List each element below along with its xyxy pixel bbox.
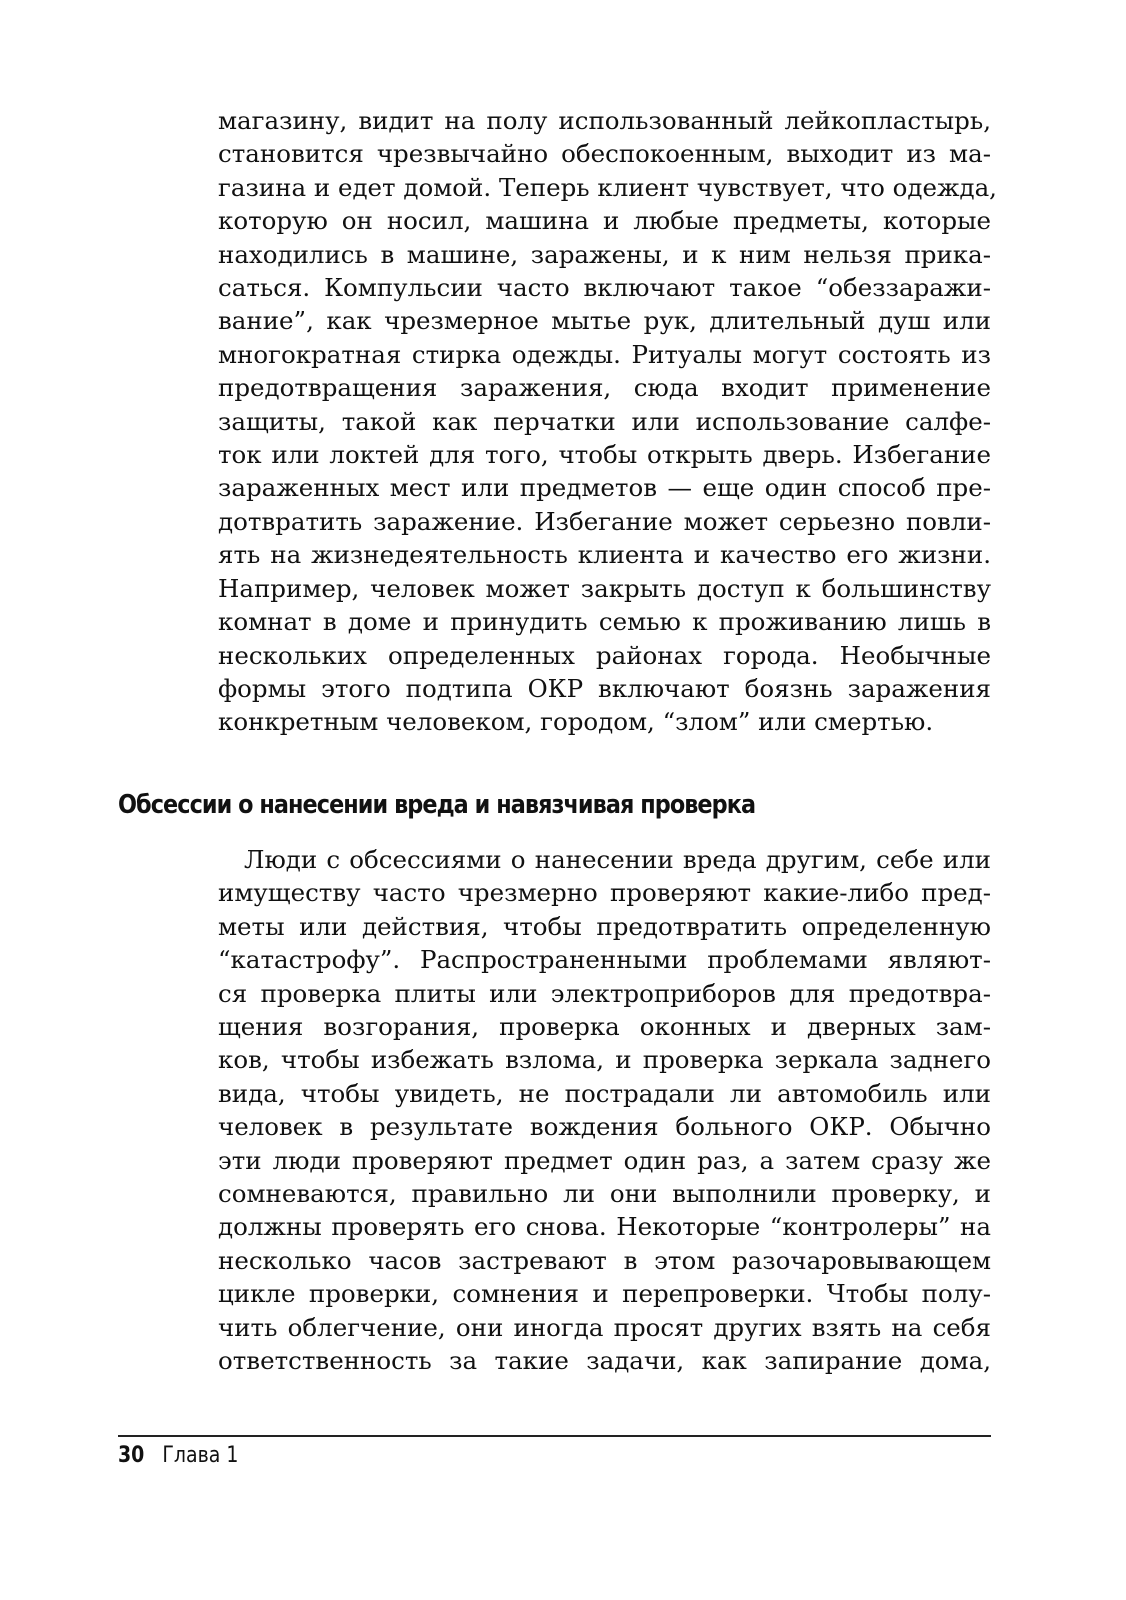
text-line: конкретным человеком, городом, “злом” или смертью. bbox=[218, 707, 934, 737]
text-line: Люди с обсессиями о нанесении вреда другим, себе или bbox=[244, 845, 991, 874]
text-line: предотвращения заражения, сюда входит применение bbox=[218, 373, 991, 403]
text-line: ять на жизнедеятельность клиента и качество его жизни. bbox=[218, 540, 991, 570]
text-line: которую он носил, машина и любые предметы, которые bbox=[218, 206, 991, 236]
text-line: магазину, видит на полу использованный лейкопластырь, bbox=[218, 106, 991, 135]
paragraph-contamination bbox=[218, 104, 997, 739]
text-line: несколько часов застревают в этом разочаровывающем bbox=[218, 1245, 991, 1275]
text-line: зараженных мест или предметов — еще один способ пре- bbox=[218, 473, 991, 503]
text-line: имуществу часто чрезмерно проверяют какие-либо пред- bbox=[218, 878, 991, 908]
footer-divider bbox=[118, 1435, 991, 1437]
text-line: ся проверка плиты или электроприборов для предотвра- bbox=[218, 978, 991, 1008]
text-line: “катастрофу”. Распространенными проблемами являют- bbox=[218, 945, 991, 975]
text-line: человек в результате вождения больного ОКР. Обычно bbox=[218, 1112, 991, 1142]
text-line: становится чрезвычайно обеспокоенным, выходит из ма- bbox=[218, 139, 991, 169]
text-line: ответственность за такие задачи, как запирание дома, bbox=[218, 1346, 991, 1376]
text-line: находились в машине, заражены, и к ним нельзя прика- bbox=[218, 239, 991, 269]
text-line: чить облегчение, они иногда просят других взять на себя bbox=[218, 1312, 991, 1342]
paragraph-harm-checking bbox=[218, 843, 991, 1378]
text-line: формы этого подтипа ОКР включают боязнь заражения bbox=[218, 673, 991, 703]
text-line: комнат в доме и принудить семью к проживанию лишь в bbox=[218, 607, 991, 637]
text-line: многократная стирка одежды. Ритуалы могут состоять из bbox=[218, 339, 991, 369]
text-line: нескольких определенных районах города. Необычные bbox=[218, 640, 991, 670]
page-number: 30 bbox=[118, 1443, 145, 1468]
paragraph-2 bbox=[218, 843, 991, 1378]
section-heading: Обсессии о нанесении вреда и навязчивая проверка bbox=[118, 790, 756, 820]
text-line: цикле проверки, сомнения и перепроверки. Чтобы полу- bbox=[218, 1279, 991, 1309]
text-line: саться. Компульсии часто включают такое “обеззаражи- bbox=[218, 273, 991, 303]
text-line: Например, человек может закрыть доступ к большинству bbox=[218, 573, 991, 603]
chapter-label: Глава 1 bbox=[162, 1443, 239, 1468]
text-line: вида, чтобы увидеть, не пострадали ли автомобиль или bbox=[218, 1078, 991, 1108]
text-line: дотвратить заражение. Избегание может серьезно повли- bbox=[218, 506, 991, 536]
paragraph-1 bbox=[218, 104, 997, 739]
text-line: защиты, такой как перчатки или использование салфе- bbox=[218, 406, 991, 436]
text-line: эти люди проверяют предмет один раз, а затем сразу же bbox=[218, 1145, 991, 1175]
page-footer bbox=[118, 1441, 238, 1471]
text-line: ков, чтобы избежать взлома, и проверка зеркала заднего bbox=[218, 1045, 991, 1075]
text-line: газина и едет домой. Теперь клиент чувствует, что одежда, bbox=[218, 172, 997, 202]
text-line: сомневаются, правильно ли они выполнили проверку, и bbox=[218, 1179, 991, 1209]
text-line: щения возгорания, проверка оконных и дверных зам- bbox=[218, 1012, 991, 1042]
text-line: должны проверять его снова. Некоторые “контролеры” на bbox=[218, 1212, 991, 1242]
text-line: ток или локтей для того, чтобы открыть дверь. Избегание bbox=[218, 440, 991, 470]
text-line: меты или действия, чтобы предотвратить определенную bbox=[218, 911, 991, 941]
text-line: вание”, как чрезмерное мытье рук, длительный душ или bbox=[218, 306, 991, 336]
